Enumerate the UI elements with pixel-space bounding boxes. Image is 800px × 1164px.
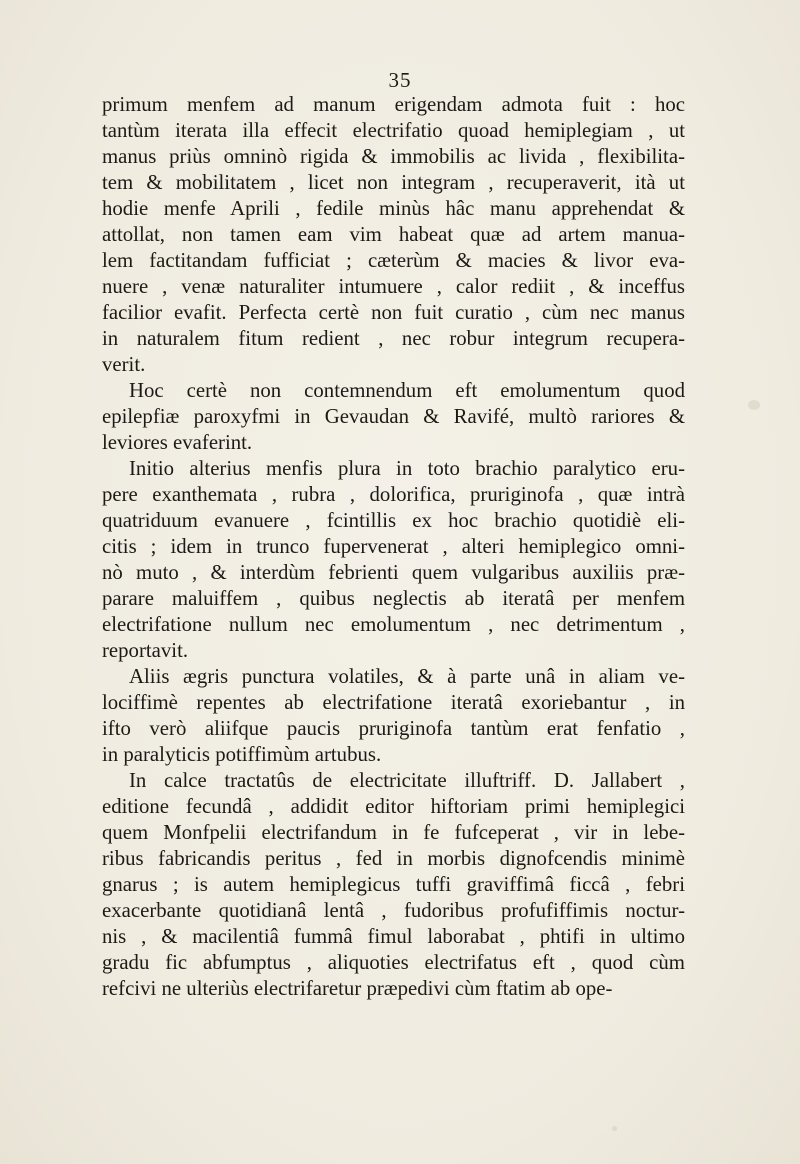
text-line: in paralyticis potiffimùm artubus. xyxy=(102,743,382,766)
text-line: lociffimè repentes ab electrifatione iteratâ exoriebantur , in xyxy=(102,691,685,714)
text-line: lem factitandam fufficiat ; cæterùm & macies & livor eva- xyxy=(102,249,685,272)
text-line: nò muto , & interdùm febrienti quem vulgaribus auxiliis præ- xyxy=(102,561,685,584)
text-line: in naturalem fitum redient , nec robur integrum recupera- xyxy=(102,327,685,350)
page-number: 35 xyxy=(388,68,412,92)
text-line: ribus fabricandis peritus , fed in morbis dignofcendis minimè xyxy=(102,847,685,870)
paper-stain xyxy=(612,1126,617,1131)
text-line: Hoc certè non contemnendum eft emolumentum quod xyxy=(129,379,685,402)
text-line: tem & mobilitatem , licet non integram , recuperaverit, ità ut xyxy=(102,171,685,194)
text-line: reportavit. xyxy=(102,639,189,662)
text-line: tantùm iterata illa effecit electrifatio quoad hemiplegiam , ut xyxy=(102,119,685,142)
text-line: hodie menfe Aprili , fedile minùs hâc manu apprehendat & xyxy=(102,197,685,220)
paragraph xyxy=(102,456,685,664)
paragraph xyxy=(102,664,685,768)
text-line: Aliis ægris punctura volatiles, & à parte unâ in aliam ve- xyxy=(129,665,685,688)
paragraph xyxy=(102,92,685,378)
text-line: quatriduum evanuere , fcintillis ex hoc brachio quotidiè eli- xyxy=(102,509,685,532)
text-line: manus priùs omninò rigida & immobilis ac livida , flexibilita- xyxy=(102,145,685,168)
text-line: gnarus ; is autem hemiplegicus tuffi graviffimâ ficcâ , febri xyxy=(102,873,685,896)
text-line: Initio alterius menfis plura in toto brachio paralytico eru- xyxy=(129,457,685,480)
text-line: primum menfem ad manum erigendam admota fuit : hoc xyxy=(102,93,685,116)
text-line: facilior evafit. Perfecta certè non fuit curatio , cùm nec manus xyxy=(102,301,685,324)
text-line: editione fecundâ , addidit editor hiftoriam primi hemiplegici xyxy=(102,795,685,818)
text-line: exacerbante quotidianâ lentâ , fudoribus profufiffimis noctur- xyxy=(102,899,685,922)
paper-stain xyxy=(748,400,760,410)
text-line: leviores evaferint. xyxy=(102,431,253,454)
text-line: epilepfiæ paroxyfmi in Gevaudan & Ravifé, multò rariores & xyxy=(102,405,685,428)
text-line: verit. xyxy=(102,353,146,376)
text-line: nis , & macilentiâ fummâ fimul laborabat , phtifi in ultimo xyxy=(102,925,685,948)
text-line: ifto verò aliifque paucis pruriginofa tantùm erat fenfatio , xyxy=(102,717,685,740)
body-text xyxy=(102,92,685,1002)
text-line: quem Monfpelii electrifandum in fe fufceperat , vir in lebe- xyxy=(102,821,685,844)
text-line: electrifatione nullum nec emolumentum , nec detrimentum , xyxy=(102,613,685,636)
text-line: gradu fic abfumptus , aliquoties electrifatus eft , quod cùm xyxy=(102,951,685,974)
text-line: attollat, non tamen eam vim habeat quæ ad artem manua- xyxy=(102,223,685,246)
text-line: nuere , venæ naturaliter intumuere , calor rediit , & inceffus xyxy=(102,275,685,298)
text-line: parare maluiffem , quibus neglectis ab iteratâ per menfem xyxy=(102,587,685,610)
text-line: pere exanthemata , rubra , dolorifica, pruriginofa , quæ intrà xyxy=(102,483,685,506)
text-line: refcivi ne ulteriùs electrifaretur præpedivi cùm ftatim ab ope- xyxy=(102,977,613,1000)
text-line: citis ; idem in trunco fupervenerat , alteri hemiplegico omni- xyxy=(102,535,685,558)
text-line: In calce tractatûs de electricitate illuftriff. D. Jallabert , xyxy=(129,769,685,792)
paragraph xyxy=(102,768,685,1002)
paragraph xyxy=(102,378,685,456)
